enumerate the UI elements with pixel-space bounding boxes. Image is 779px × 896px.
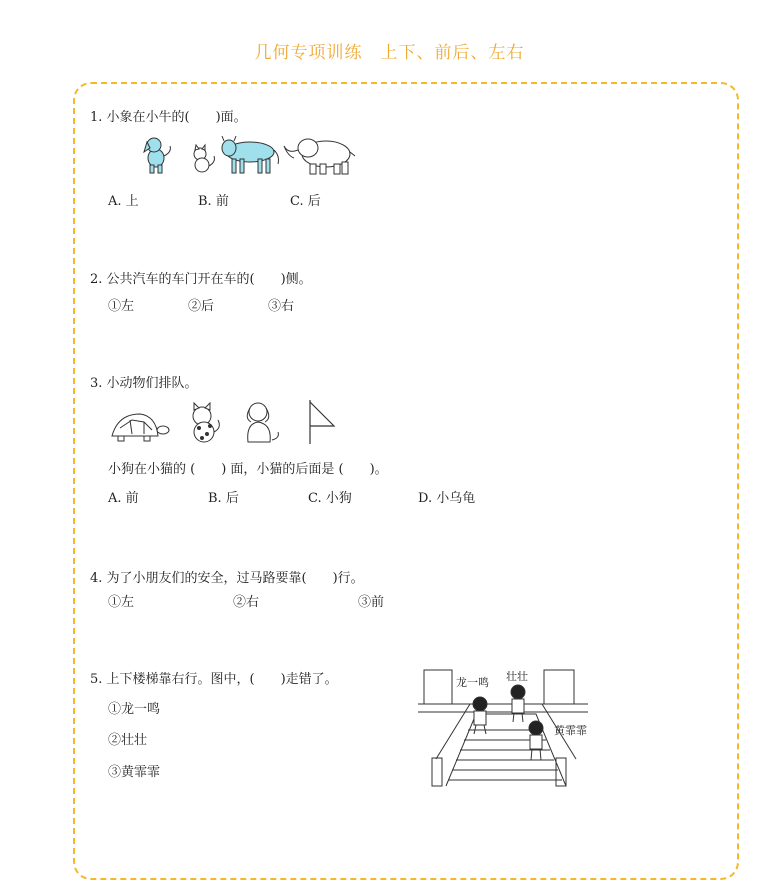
q1-option-c: C. 后 [290, 194, 321, 209]
q3-option-a: A. 前 [108, 491, 139, 506]
label-huang-feifei: 黄霏霏 [554, 724, 587, 737]
q4-option-3: ③前 [358, 595, 385, 610]
label-long-yiming: 龙一鸣 [456, 676, 489, 689]
question-3: 3. 小动物们排队。 [90, 376, 198, 391]
queue-illustration [106, 398, 346, 448]
dog-figure [144, 138, 170, 173]
q4-option-2: ②右 [233, 595, 260, 610]
q5-option-1: ①龙一鸣 [108, 702, 161, 717]
cat-figure [194, 145, 214, 172]
dashed-frame [73, 82, 739, 880]
right-door [544, 670, 574, 704]
question-5: 5. 上下楼梯靠右行。图中，( )走错了。 [90, 672, 338, 687]
turtle-figure [112, 414, 169, 441]
flag-marker [310, 400, 334, 444]
question-4: 4. 为了小朋友们的安全，过马路要靠( )行。 [90, 571, 364, 586]
q3-option-d: D. 小乌龟 [418, 491, 476, 506]
q4-option-1: ①左 [108, 595, 135, 610]
label-zhuangzhuang: 壮壮 [506, 670, 528, 683]
q5-option-3: ③黄霏霏 [108, 765, 161, 780]
q1-option-a: A. 上 [108, 194, 139, 209]
elephant-figure [284, 139, 355, 174]
kid-huang-feifei [529, 721, 543, 760]
question-2: 2. 公共汽车的车门开在车的( )侧。 [90, 272, 312, 287]
q5-option-2: ②壮壮 [108, 733, 148, 748]
q2-option-2: ②后 [188, 299, 215, 314]
cat-figure-spotted [193, 403, 219, 442]
q3-option-b: B. 后 [208, 491, 239, 506]
page-title: 几何专项训练 上下、前后、左右 [254, 43, 525, 63]
animals-row-illustration [138, 132, 358, 182]
dog-figure-sitting [247, 403, 278, 442]
question-1: 1. 小象在小牛的( )面。 [90, 110, 247, 125]
cow-figure [222, 136, 279, 173]
left-door [424, 670, 452, 704]
kid-zhuangzhuang [511, 685, 525, 722]
staircase-illustration [418, 664, 608, 794]
q1-option-b: B. 前 [198, 194, 229, 209]
q2-option-1: ①左 [108, 299, 135, 314]
q3-option-c: C. 小狗 [308, 491, 352, 506]
q2-option-3: ③右 [268, 299, 295, 314]
question-3-line-2: 小狗在小猫的 ( ) 面，小猫的后面是 ( )。 [108, 462, 388, 477]
kid-long-yiming [473, 697, 487, 734]
